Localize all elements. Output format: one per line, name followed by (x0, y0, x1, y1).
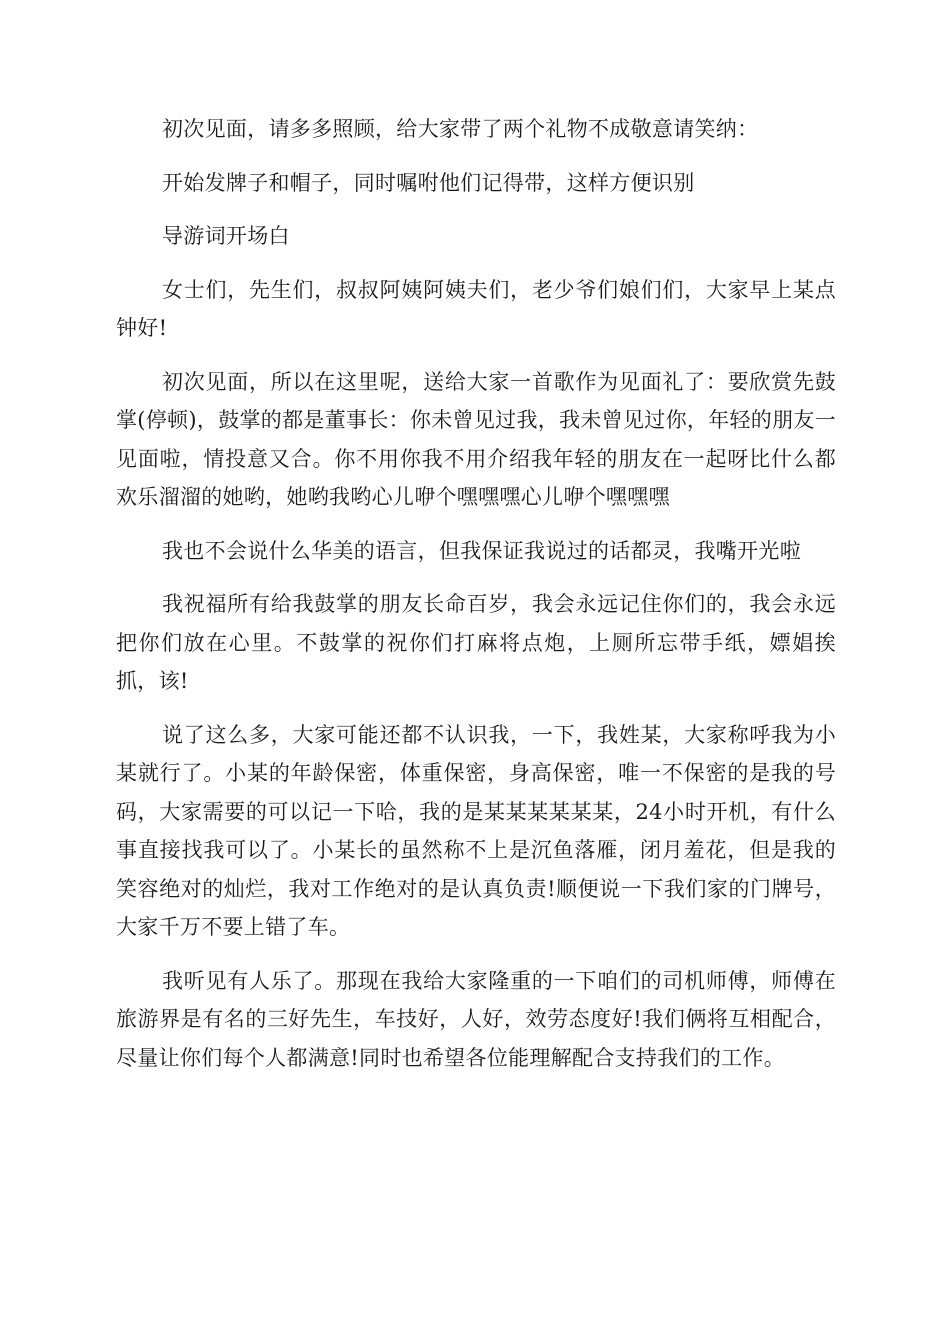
paragraph: 说了这么多，大家可能还都不认识我，一下，我姓某，大家称呼我为小某就行了。小某的年龄保密，体重保密，身高保密，唯一不保密的是我的号码，大家需要的可以记一下哈，我的是某某某某某某，24小时开机，有什么事直接找我可以了。小某长的虽然称不上是沉鱼落雁，闭月羞花，但是我的笑容绝对的灿烂，我对工作绝对的是认真负责!顺便说一下我们家的门牌号，大家千万不要上错了车。 (116, 722, 836, 939)
paragraph: 初次见面，所以在这里呢，送给大家一首歌作为见面礼了：要欣赏先鼓掌(停顿)，鼓掌的都是董事长：你未曾见过我，我未曾见过你，年轻的朋友一见面啦，情投意又合。你不用你我不用介绍我年轻的朋友在一起呀比什么都欢乐溜溜的她哟，她哟我哟心儿咿个嘿嘿嘿心儿咿个嘿嘿嘿 (116, 369, 836, 509)
paragraph: 女士们，先生们，叔叔阿姨阿姨夫们，老少爷们娘们们，大家早上某点钟好! (116, 277, 836, 340)
paragraph: 我祝福所有给我鼓掌的朋友长命百岁，我会永远记住你们的，我会永远把你们放在心里。不鼓掌的祝你们打麻将点炮，上厕所忘带手纸，嫖娼挨抓，该! (116, 592, 836, 693)
paragraph: 初次见面，请多多照顾，给大家带了两个礼物不成敬意请笑纳： (162, 117, 759, 141)
paragraph: 我听见有人乐了。那现在我给大家隆重的一下咱们的司机师傅，师傅在旅游界是有名的三好先生，车技好，人好，效劳态度好!我们俩将互相配合，尽量让你们每个人都满意!同时也希望各位能理解配合支持我们的工作。 (116, 968, 836, 1070)
paragraph: 开始发牌子和帽子，同时嘱咐他们记得带，这样方便识别 (162, 170, 695, 195)
paragraph: 我也不会说什么华美的语言，但我保证我说过的话都灵，我嘴开光啦 (162, 538, 801, 563)
document-body (116, 110, 836, 1092)
section-heading: 导游词开场白 (162, 224, 290, 248)
